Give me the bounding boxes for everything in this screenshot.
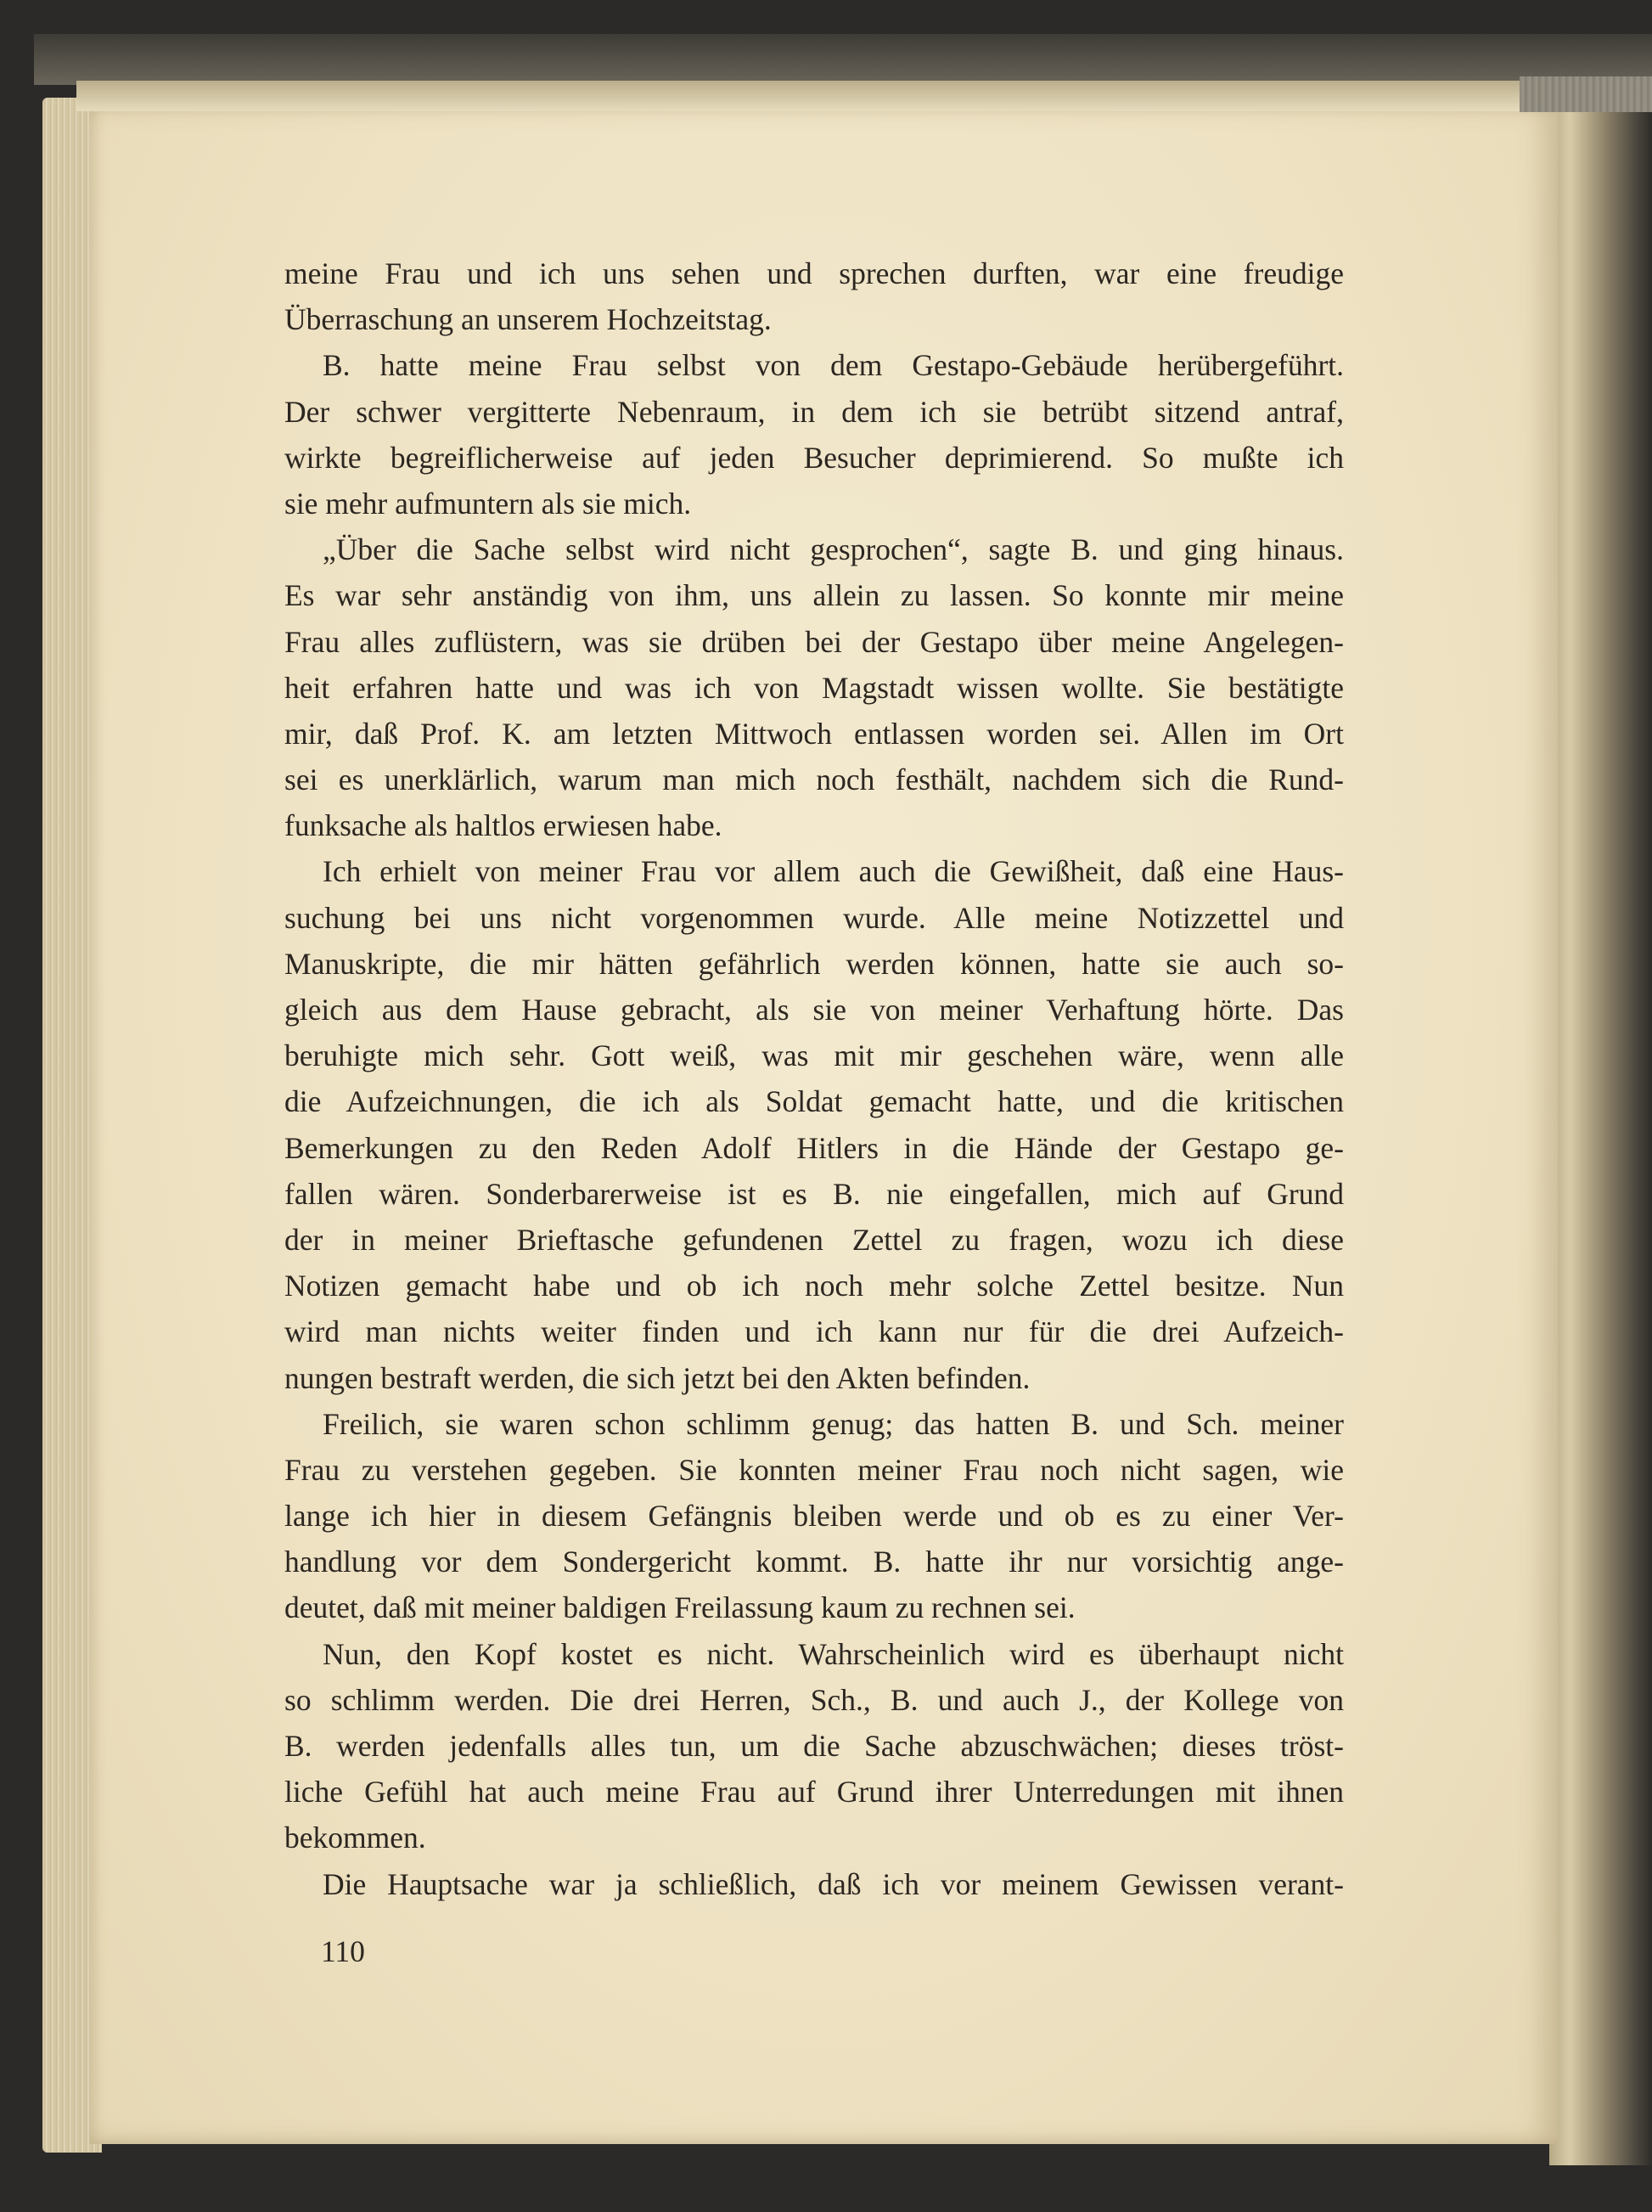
text-line: mir, daß Prof. K. am letzten Mittwoch entlassen worden sei. Allen im Ort [284, 716, 1344, 751]
text-line: bekommen. [284, 1821, 426, 1855]
text-line: nungen bestraft werden, die sich jetzt bei den Akten befinden. [284, 1360, 1031, 1395]
text-line: sei es unerklärlich, warum man mich noch festhält, nachdem sich die Rund- [284, 763, 1344, 797]
text-line: Der schwer vergitterte Nebenraum, in dem ich sie betrübt sitzend antraf, [284, 394, 1344, 429]
body-text [284, 250, 1344, 1907]
text-line: Ich erhielt von meiner Frau vor allem auch die Gewißheit, daß eine Haus- [323, 854, 1344, 889]
page-number: 110 [321, 1934, 365, 1968]
text-line: handlung vor dem Sondergericht kommt. B. hatte ihr nur vorsichtig ange- [284, 1545, 1344, 1579]
page-top-edge [76, 81, 1579, 111]
text-line: so schlimm werden. Die drei Herren, Sch., B. und auch J., der Kollege von [284, 1682, 1344, 1717]
text-line: gleich aus dem Hause gebracht, als sie von meiner Verhaftung hörte. Das [284, 993, 1344, 1027]
text-line: deutet, daß mit meiner baldigen Freilassung kaum zu rechnen sei. [284, 1590, 1076, 1625]
text-line: Bemerkungen zu den Reden Adolf Hitlers in die Hände der Gestapo ge- [284, 1130, 1344, 1165]
text-line: funksache als haltlos erwiesen habe. [284, 808, 722, 843]
text-line: Freilich, sie waren schon schlimm genug; das hatten B. und Sch. meiner [323, 1406, 1344, 1441]
text-line: die Aufzeichnungen, die ich als Soldat gemacht hatte, und die kritischen [284, 1084, 1344, 1119]
text-line: meine Frau und ich uns sehen und sprechen durften, war eine freudige [284, 256, 1344, 290]
text-line: Frau alles zuflüstern, was sie drüben bei der Gestapo über meine Angelegen- [284, 624, 1344, 659]
text-line: Manuskripte, die mir hätten gefährlich werden können, hatte sie auch so- [284, 946, 1344, 981]
text-line: der in meiner Brieftasche gefundenen Zettel zu fragen, wozu ich diese [284, 1222, 1344, 1257]
text-line: fallen wären. Sonderbarerweise ist es B. nie eingefallen, mich auf Grund [284, 1176, 1344, 1211]
text-line: Nun, den Kopf kostet es nicht. Wahrscheinlich wird es überhaupt nicht [323, 1636, 1344, 1671]
text-line: wird man nichts weiter finden und ich kann nur für die drei Aufzeich- [284, 1314, 1344, 1349]
book-shadow [34, 34, 1652, 85]
text-line: Die Hauptsache war ja schließlich, daß ich vor meinem Gewissen verant- [323, 1866, 1344, 1901]
text-line: suchung bei uns nicht vorgenommen wurde. Alle meine Notizzettel und [284, 900, 1344, 935]
text-line: liche Gefühl hat auch meine Frau auf Grund ihrer Unterredungen mit ihnen [284, 1775, 1344, 1810]
text-line: sie mehr aufmuntern als sie mich. [284, 486, 692, 521]
book-gutter [1549, 85, 1652, 2165]
text-line: Frau zu verstehen gegeben. Sie konnten meiner Frau noch nicht sagen, wie [284, 1452, 1344, 1487]
text-line: wirkte begreiflicherweise auf jeden Besucher deprimierend. So mußte ich [284, 440, 1344, 475]
text-line: Notizen gemacht habe und ob ich noch mehr solche Zettel besitze. Nun [284, 1269, 1344, 1303]
text-line: Überraschung an unserem Hochzeitstag. [284, 302, 772, 337]
text-line: heit erfahren hatte und was ich von Magstadt wissen wollte. Sie bestätigte [284, 670, 1344, 705]
spine-band [1520, 76, 1652, 112]
text-line: B. hatte meine Frau selbst von dem Gestapo-Gebäude herübergeführt. [323, 348, 1344, 383]
text-line: „Über die Sache selbst wird nicht gesprochen“, sagte B. und ging hinaus. [323, 532, 1344, 567]
text-line: B. werden jedenfalls alles tun, um die Sache abzuschwächen; dieses tröst- [284, 1729, 1344, 1763]
text-line: beruhigte mich sehr. Gott weiß, was mit mir geschehen wäre, wenn alle [284, 1038, 1344, 1073]
text-line: Es war sehr anständig von ihm, uns allein zu lassen. So konnte mir meine [284, 578, 1344, 613]
text-line: lange ich hier in diesem Gefängnis bleiben werde und ob es zu einer Ver- [284, 1499, 1344, 1534]
